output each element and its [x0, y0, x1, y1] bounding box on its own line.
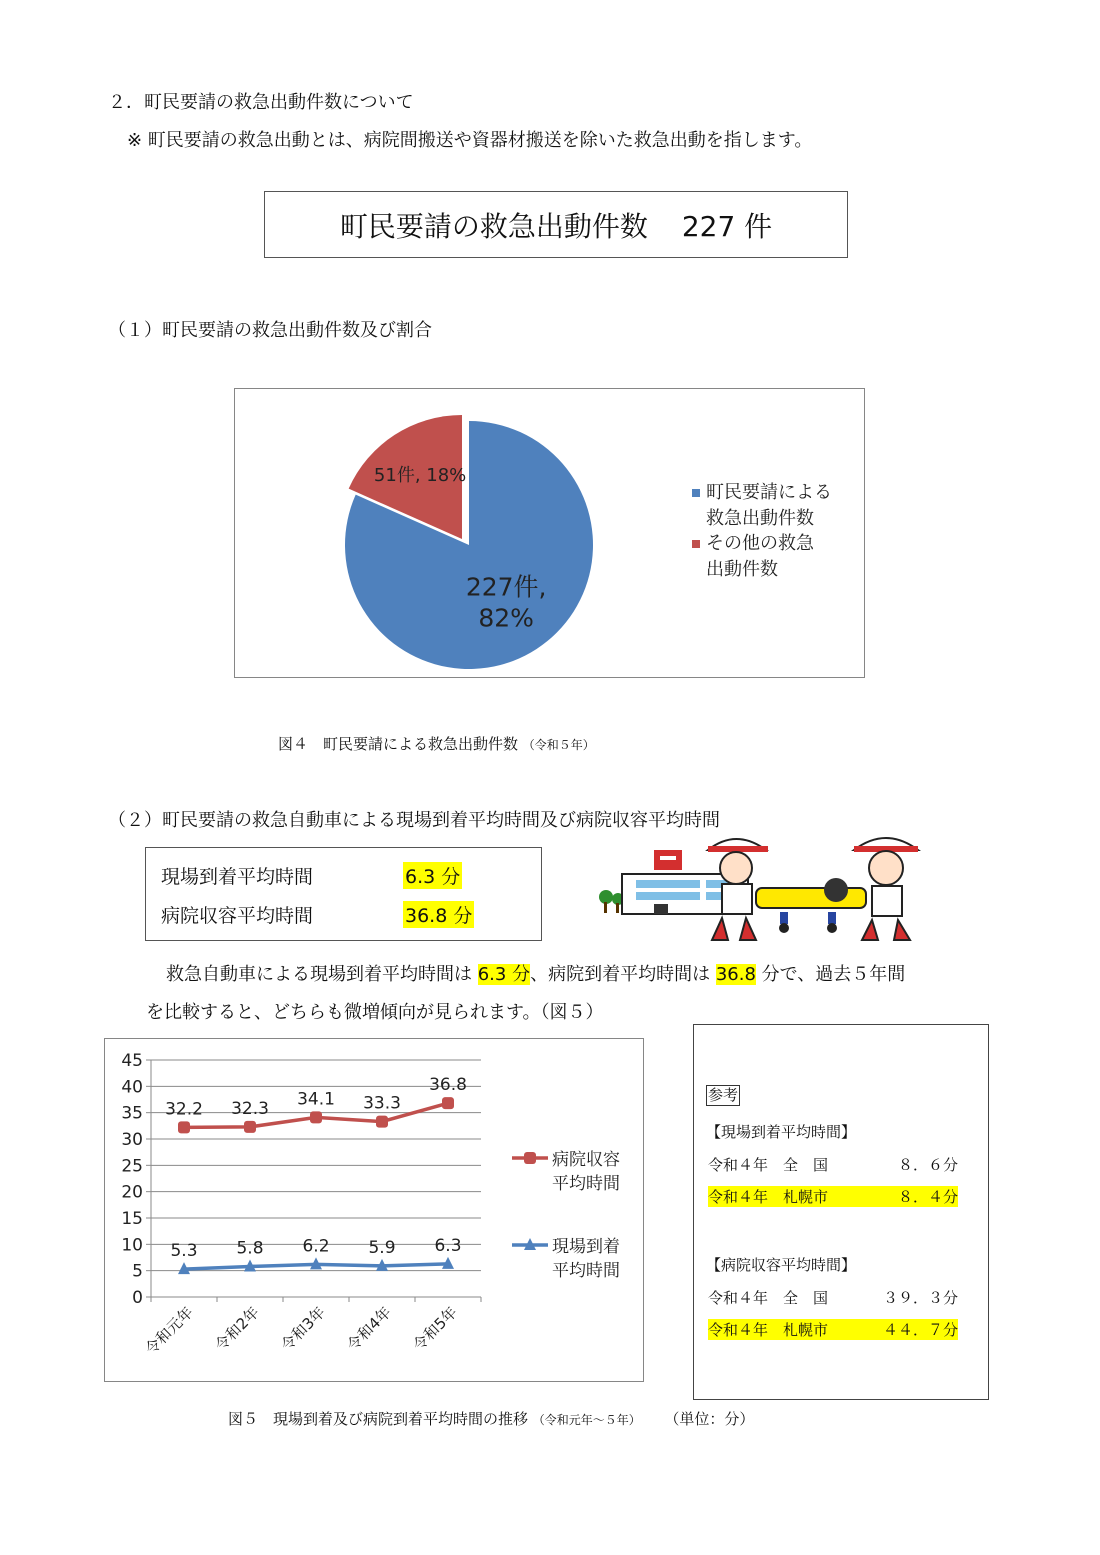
- x-tick-label: 令和5年: [409, 1303, 461, 1355]
- series-marker: [310, 1111, 322, 1123]
- reference-group1-title: 【現場到着平均時間】: [706, 1123, 857, 1141]
- reference-row-national-onscene: [708, 1154, 958, 1175]
- x-tick-label: 令和元年: [141, 1303, 197, 1359]
- y-tick-label: 0: [132, 1288, 143, 1308]
- average-times-box: [145, 847, 542, 941]
- pie-chart: [234, 388, 865, 678]
- figure-5-caption-main: 図５ 現場到着及び病院到着平均時間の推移: [228, 1410, 529, 1428]
- data-label: 32.2: [165, 1099, 203, 1120]
- x-tick-label: 令和3年: [277, 1303, 329, 1355]
- data-label: 5.8: [236, 1238, 264, 1259]
- line-legend-label: 病院収容: [552, 1150, 620, 1170]
- data-label: 34.1: [297, 1089, 335, 1110]
- reference-row-sapporo-onscene: [708, 1186, 958, 1207]
- y-tick-label: 45: [121, 1051, 143, 1071]
- y-tick-label: 20: [121, 1182, 143, 1203]
- total-count-value: 227 件: [681, 209, 773, 243]
- x-tick-label: 令和4年: [343, 1303, 395, 1355]
- pie-data-label: 82%: [478, 603, 534, 633]
- hospital-time-value: 36.8 分: [403, 901, 474, 928]
- line-legend-label: 現場到着: [552, 1237, 620, 1257]
- paragraph-text-1: 救急自動車による現場到着平均時間は: [166, 964, 478, 985]
- figure-5-caption-unit: （単位：分）: [664, 1410, 755, 1428]
- reference-row-label: 令和４年 全 国: [708, 1156, 829, 1174]
- pie-legend-label: 町民要請による: [706, 482, 832, 503]
- series-marker: [442, 1097, 454, 1109]
- figure-4-caption: [278, 733, 595, 754]
- pie-legend-label: 救急出動件数: [706, 508, 814, 529]
- data-label: 6.2: [302, 1236, 330, 1257]
- x-tick-label: 令和2年: [211, 1303, 263, 1355]
- y-tick-label: 15: [121, 1209, 143, 1229]
- y-tick-label: 10: [121, 1235, 143, 1256]
- paragraph-onscene-value: 6.3 分: [477, 964, 531, 985]
- figure-4-caption-main: 図４ 町民要請による救急出動件数: [278, 735, 519, 753]
- reference-row-label: 令和４年 全 国: [708, 1289, 829, 1307]
- y-tick-label: 5: [132, 1261, 143, 1282]
- data-label: 5.9: [368, 1237, 396, 1258]
- reference-tag: 参考: [708, 1086, 739, 1104]
- pie-data-label: 51件, 18%: [373, 464, 467, 486]
- paragraph-text-2: 、病院到着平均時間は: [530, 964, 716, 985]
- series-marker: [178, 1121, 190, 1133]
- data-label: 6.3: [434, 1235, 462, 1256]
- onscene-time-value: 6.3 分: [403, 862, 462, 889]
- data-label: 32.3: [231, 1098, 269, 1119]
- summary-paragraph-line-2: を比較すると、どちらも微増傾向が見られます。（図５）: [146, 1002, 604, 1023]
- reference-row-national-hospital: [708, 1287, 958, 1308]
- subsection-1-heading: （１）町民要請の救急出動件数及び割合: [108, 320, 432, 341]
- reference-group2-title: 【病院収容平均時間】: [706, 1256, 857, 1274]
- reference-row-value: ８．４分: [897, 1188, 958, 1206]
- pie-data-label: 227件,: [465, 572, 547, 602]
- hospital-time-label: 病院収容平均時間: [161, 905, 314, 927]
- pie-legend-swatch: [692, 489, 700, 497]
- figure-5-caption: [228, 1408, 754, 1429]
- line-chart: [104, 1038, 644, 1382]
- onscene-time-label: 現場到着平均時間: [161, 866, 314, 888]
- total-count-label: 町民要請の救急出動件数: [339, 209, 648, 243]
- data-label: 36.8: [429, 1075, 467, 1096]
- reference-row-value: ３９．３分: [882, 1289, 958, 1307]
- reference-row-value: ８．６分: [897, 1156, 958, 1174]
- paragraph-text-3: 分で、過去５年間: [755, 964, 906, 985]
- data-label: 33.3: [363, 1093, 401, 1114]
- reference-row-label: 令和４年 札幌市: [708, 1188, 829, 1206]
- y-tick-label: 25: [121, 1156, 143, 1177]
- line-legend-marker: [524, 1152, 536, 1164]
- y-tick-label: 35: [121, 1103, 143, 1124]
- y-tick-label: 40: [121, 1077, 143, 1098]
- section-note: ※ 町民要請の救急出動とは、病院間搬送や資器材搬送を除いた救急出動を指します。: [127, 130, 813, 151]
- figure-5-caption-sub: （令和元年～５年）: [532, 1413, 641, 1427]
- paragraph-hospital-value: 36.8: [715, 964, 756, 985]
- reference-row-value: ４４．７分: [882, 1321, 958, 1339]
- ambulance-stretcher-illustration: [596, 828, 924, 950]
- summary-paragraph-line-1: [166, 960, 905, 986]
- subsection-2-heading: （２）町民要請の救急自動車による現場到着平均時間及び病院収容平均時間: [108, 810, 720, 831]
- figure-4-caption-sub: （令和５年）: [522, 738, 595, 752]
- line-legend-label: 平均時間: [552, 1174, 620, 1194]
- total-count-box: [264, 191, 848, 258]
- y-tick-label: 30: [121, 1130, 143, 1150]
- pie-legend-label: その他の救急: [706, 533, 814, 554]
- line-legend-label: 平均時間: [552, 1261, 620, 1281]
- series-marker: [244, 1121, 256, 1133]
- reference-row-label: 令和４年 札幌市: [708, 1321, 829, 1339]
- pie-legend-label: 出動件数: [706, 559, 778, 580]
- series-marker: [376, 1116, 388, 1128]
- section-heading: ２．町民要請の救急出動件数について: [108, 92, 414, 113]
- pie-legend-swatch: [692, 540, 700, 548]
- reference-box: [693, 1024, 989, 1400]
- reference-row-sapporo-hospital: [708, 1319, 958, 1340]
- data-label: 5.3: [170, 1241, 198, 1262]
